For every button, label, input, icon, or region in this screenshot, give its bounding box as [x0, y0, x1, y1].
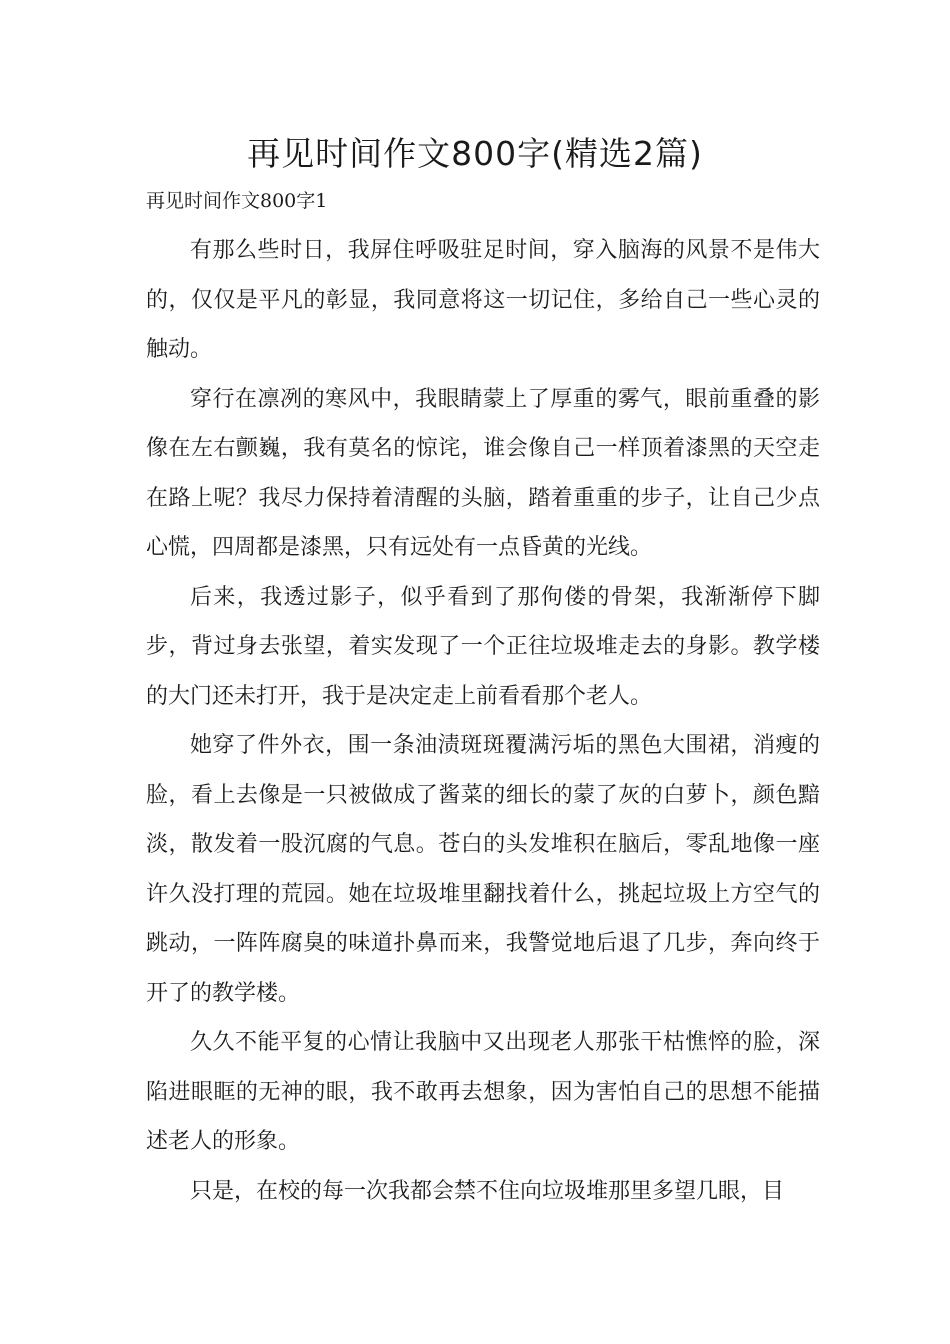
paragraph-6: 只是，在校的每一次我都会禁不住向垃圾堆那里多望几眼，目	[190, 1178, 785, 1204]
paragraph-2: 穿行在凛冽的寒风中，我眼睛蒙上了厚重的雾气，眼前重叠的影像在左右颤巍，我有莫名的惊诧，谁会像自己一样顶着漆黑的天空走在路上呢？我尽力保持着清醒的头脑，踏着重重的步子，让自己少点心慌，四周都是漆黑，只有远处有一点昏黄的光线。	[146, 386, 820, 560]
paragraph-3: 后来，我透过影子，似乎看到了那佝偻的骨架，我渐渐停下脚步，背过身去张望，着实发现了一个正往垃圾堆走去的身影。教学楼的大门还未打开，我于是决定走上前看看那个老人。	[146, 584, 820, 709]
article-body	[146, 226, 820, 1216]
paragraph-4: 她穿了件外衣，围一条油渍斑斑覆满污垢的黑色大围裙，消瘦的脸，看上去像是一只被做成了酱菜的细长的蒙了灰的白萝卜，颜色黯淡，散发着一股沉腐的气息。苍白的头发堆积在脑后，零乱地像一座许久没打理的荒园。她在垃圾堆里翻找着什么，挑起垃圾上方空气的跳动，一阵阵腐臭的味道扑鼻而来，我警觉地后退了几步，奔向终于开了的教学楼。	[146, 733, 820, 1006]
section-heading: 再见时间作文800字1	[146, 190, 328, 212]
document-title: 再见时间作文800字(精选2篇)	[247, 134, 703, 173]
paragraph-5: 久久不能平复的心情让我脑中又出现老人那张干枯憔悴的脸，深陷进眼眶的无神的眼，我不敢再去想象，因为害怕自己的思想不能描述老人的形象。	[146, 1030, 820, 1154]
paragraph-1: 有那么些时日，我屏住呼吸驻足时间，穿入脑海的风景不是伟大的，仅仅是平凡的彰显，我同意将这一切记住，多给自己一些心灵的触动。	[146, 238, 820, 362]
